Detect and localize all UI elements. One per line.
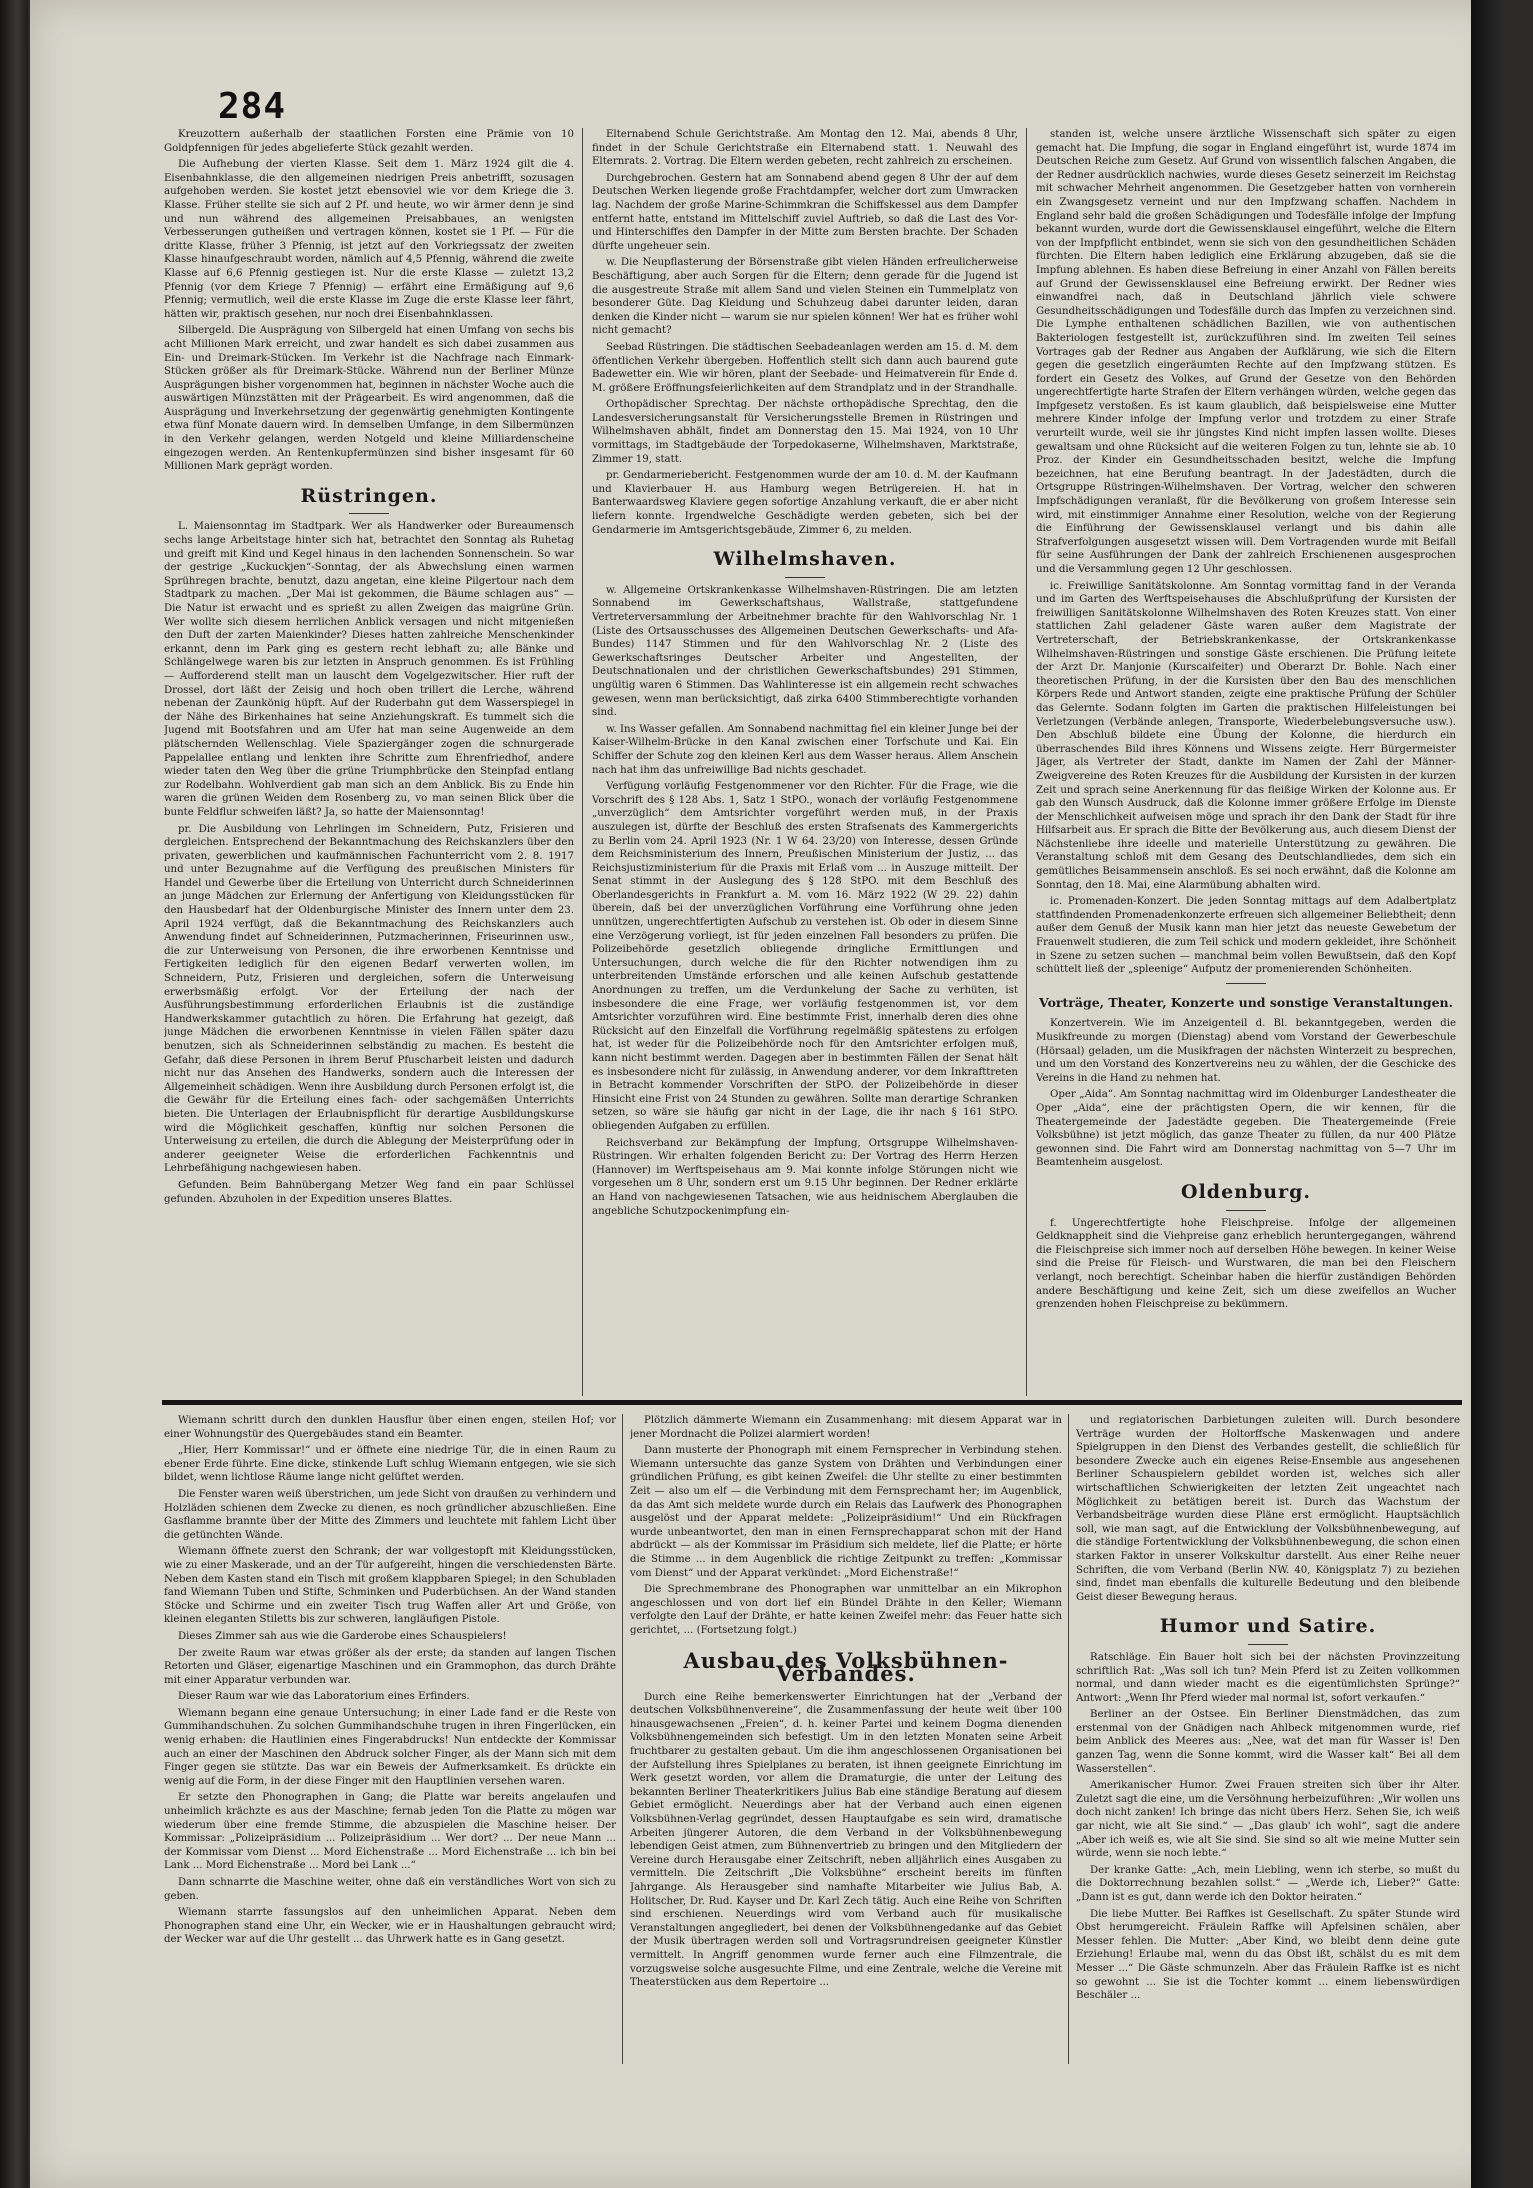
article-paragraph: Silbergeld. Die Ausprägung von Silbergeld hat einen Umfang von sechs bis acht Millionen Mark erreicht, und zwar handelt es sich dabei zusammen aus Ein- und Dreimark-Stücken. Im Verkehr ist die Nachfrage nach Einmark-Stücken größer als für Dreimark-Stücke. Während nun der Berliner Münze Ausprägungen bisher vorgenommen hat, beginnen in nächster Woche auch die auswärtigen Münzstätten mit der Prägearbeit. Es wird angenommen, daß die Ausprägung und Inverkehrsetzung der gegenwärtig genehmigten Kontingente etwa fünf Monate dauern wird. In demselben Umfange, in dem Silbermünzen in den Verkehr gelangen, werden Notgeld und kleine Milliardenscheine eingezogen werden. An Rentenkupfermünzen sind bisher insgesamt für 60 Millionen Mark geprägt worden. [164, 325, 574, 473]
article-paragraph: Amerikanischer Humor. Zwei Frauen streiten sich über ihr Alter. Zuletzt sagt die eine, um die Versöhnung herbeizuführen: „Wir wollen uns doch nicht zanken! Ich bringe das nicht übers Herz. Sehen Sie, ich weiß gar nicht, wie alt Sie sind.“ — „Das glaub' ich wohl“, sagt die andere „Aber ich weiß es, wie alt Sie sind. Sie sind so alt wie meine Mutter sein würde, wenn sie noch lebte.“ [1076, 1780, 1460, 1860]
book-binding [0, 0, 28, 2188]
heading-divider [1226, 983, 1266, 984]
heading-divider [1226, 1210, 1266, 1211]
column-bottom-middle [630, 1414, 1062, 2064]
article-paragraph: Die Sprechmembrane des Phonographen war unmittelbar an ein Mikrophon angeschlossen und von dort lief ein Bündel Drähte in den Keller; Wiemann verfolgte den Lauf der Drähte, er hatte keinen Zweifel mehr: das Feuer hatte sich gerichtet, ... (Fortsetzung folgt.) [630, 1584, 1062, 1636]
article-paragraph: Reichsverband zur Bekämpfung der Impfung, Ortsgruppe Wilhelmshaven-Rüstringen. Wir erhalten folgenden Bericht zu: Der Vortrag des Herrn Herzen (Hannover) im Werftspeisehaus am 9. Mai konnte infolge Störungen nicht wie vorgesehen um 8 Uhr, sondern erst um 9.15 Uhr beginnen. Der Redner erklärte an Hand von nachgewiesenen Tatsachen, wie aus heidnischem Aberglauben die angebliche Schutzpockenimpfung ein- [592, 1137, 1018, 1217]
top-middle-articles [592, 128, 1018, 537]
article-paragraph: f. Ungerechtfertigte hohe Fleischpreise. Infolge der allgemeinen Geldknappheit sind die Viehpreise ganz erheblich heruntergegangen, während die Fleischpreise sich immer noch auf derselben Höhe bewegen. In keiner Weise sind die Preise für Fleisch- und Wurstwaren, die man bei den Fleischern verlangt, noch berechtigt. Scheinbar haben die hierfür zuständigen Behörden andere Beschäftigung und keine Zeit, sich um diese zweifellos an Wucher grenzenden hohen Fleischpreise zu bekümmern. [1036, 1217, 1456, 1311]
article-heading-volksbuehne: Ausbau des Volksbühnen-Verbandes. [683, 1647, 1009, 1687]
feuilleton-divider [162, 1400, 1462, 1405]
column-top-left [164, 128, 574, 1393]
section-heading-wilhelmshaven: Wilhelmshaven. [713, 548, 897, 571]
article-paragraph: Elternabend Schule Gerichtstraße. Am Montag den 12. Mai, abends 8 Uhr, findet in der Schule Gerichtstraße ein Elternabend statt. 1. Neuwahl des Elternrats. 2. Vortrag. Die Eltern werden gebeten, recht zahlreich zu erscheinen. [592, 129, 1018, 168]
article-paragraph: Dann schnarrte die Maschine weiter, ohne daß ein verständliches Wort von sich zu geben. [164, 1877, 616, 1902]
article-paragraph: w. Allgemeine Ortskrankenkasse Wilhelmshaven-Rüstringen. Die am letzten Sonnabend im Gewerkschaftshaus, Wallstraße, stattgefundene Vertreterversammlung der Arbeitnehmer brachte für den Wahlvorschlag Nr. 1 (Liste des Ortsausschusses des Allgemeinen Deutschen Gewerkschafts- und Afa-Bundes) 1147 Stimmen und für den Wahlvorschlag Nr. 2 (Liste des Gewerkschaftsringes Deutscher Arbeiter und Angestellten, der Deutschnationalen und der christlichen Gewerkschaftsbundes) 291 Stimmen, ungültig waren 6 Stimmen. Das Wahlinteresse ist ein allgemein recht schwaches gewesen, wenn man berücksichtigt, daß zirka 6400 Stimmberechtigte vorhanden sind. [592, 584, 1018, 719]
article-paragraph: Die Aufhebung der vierten Klasse. Seit dem 1. März 1924 gilt die 4. Eisenbahnklasse, die den allgemeinen niedrigen Preis anbetrifft, sozusagen aufgehoben werden. Sie kostet jetzt ebensoviel wie vor dem Kriege die 3. Klasse. Früher stellte sie sich auf 2 Pf. und heute, wo wir ärmer denn je sind und nun während des allgemeinen Preisabbaues, an wenigsten Verbesserungen gutheißen und vertragen können, kostet sie 1 Pf. — Für die dritte Klasse, früher 3 Pfennig, ist jetzt auf den Vorkriegssatz der zweiten Klasse hinaufgeschraubt worden, nämlich auf 4,5 Pfennig, während die zweite Klasse auf 6,6 Pfennig gestiegen ist. Nur die erste Klasse — zuletzt 13,2 Pfennig (vor dem Kriege 7 Pfennig) — erfährt eine Ermäßigung auf 9,6 Pfennig; vermutlich, weil die erste Klasse im Zuge die erste Klasse leer fährt, hätten wir, praktisch gesehen, nur noch drei Eisenbahnklassen. [164, 159, 574, 320]
column-top-middle [592, 128, 1018, 1393]
top-middle-articles-2 [592, 584, 1018, 1218]
article-paragraph: Dann musterte der Phonograph mit einem Fernsprecher in Verbindung stehen. Wiemann untersuchte das ganze System von Drähten und Verbindungen einer gründlichen Prüfung, es gibt keinen Zweifel: die Uhr stellte zu einer bestimmten Zeit — also um elf — die Verbindung mit dem Fernsprechamt her; im Augenblick, da das Amt sich meldete wurde durch ein Relais das Laufwerk des Phonographen ausgelöst und der Apparat meldete: „Polizeipräsidium!“ Und ein Rückfragen wurde unbeantwortet, den man in einen Fernsprechapparat schon mit der Hand abdrückt — als der Kommissar im Präsidium sich meldete, lief die Platte; er hörte die Stimme ... in dem Augenblick die richtige Zeitpunkt zu treffen: „Kommissar vom Dienst“ und der Apparat verkündet: „Mord Eichenstraße!“ [630, 1445, 1062, 1579]
article-paragraph: ic. Freiwillige Sanitätskolonne. Am Sonntag vormittag fand in der Veranda und im Garten des Werftspeisehauses die Abschlußprüfung der Kursisten der freiwilligen Sanitätskolonne Wilhelmshaven des Roten Kreuzes statt. Von einer stattlichen Zahl geladener Gäste waren außer dem Magistrate der Vertreterschaft, der Betriebskrankenkasse, der Ortskrankenkasse Wilhelmshaven-Rüstringen und sonstige Gäste erschienen. Die Prüfung leitete der Arzt Dr. Manjonie (Kurscaifeiter) und Oberarzt Dr. Bohle. Nach einer theoretischen Prüfung, in der die Kursisten über den Bau des menschlichen Körpers Rede und Antwort standen, zeigte eine praktische Prüfung der Schüler das Gelernte. Sodann folgten im Garten die praktischen Hilfeleistungen bei Verletzungen (Verbände anlegen, Transporte, Wiederbelebungsversuche usw.). Den Abschluß bildete eine Übung der Kolonne, die hierdurch ein überraschendes Bild ihres Könnens und Wissens zeigte. Herr Bürgermeister Jäger, als Vertreter der Stadt, dankte im Namen der Zahl der Männer-Zweigvereine des Roten Kreuzes für die Ausbildung der Kursisten in der kurzen Zeit und sprach seine Anerkennung für das fleißige Wirken der Kolonne aus. Er gab den Wunsch Ausdruck, daß die Kolonne immer größere Erfolge im Dienste der Menschlichkeit aufweisen möge und sprach ihr den Dank der Stadt für ihre Hilfsarbeit aus. Er sprach die Bitte der Bevölkerung aus, auch diesem Dienst der Nächstenliebe ihre ideelle und materielle Unterstützung zu gewähren. Die Veranstaltung schloß mit dem Gesang des Deutschlandliedes, dem sich ein gemütliches Beisammensein anschloß. Es sei noch erwähnt, daß die Kolonne am Sonntag, den 18. Mai, eine Alarmübung abhalten wird. [1036, 580, 1456, 891]
article-paragraph: Er setzte den Phonographen in Gang; die Platte war bereits angelaufen und unheimlich krächzte es aus der Maschine; fernab jeden Ton die Platte zu mögen war wiederum über eine fremde Stimme, die abzuspielen die Maschine heiser. Der Kommissar: „Polizeipräsidium ... Polizeipräsidium ... Wer dort? ... Der neue Mann ... der Kommissar vom Dienst ... Mord Eichenstraße ... Mord Eichenstraße ... ich bin bei Lank ... Mord Eichenstraße ... Mord bei Lank ...“ [164, 1792, 616, 1872]
heading-divider [349, 513, 389, 514]
column-divider [1026, 128, 1027, 1396]
top-right-articles-3 [1036, 1217, 1456, 1312]
section-heading-oldenburg: Oldenburg. [1181, 1180, 1311, 1203]
article-paragraph: Durchgebrochen. Gestern hat am Sonnabend abend gegen 8 Uhr der auf dem Deutschen Werken liegende große Frachtdampfer, welcher dort zum Umwracken lag. Nachdem der große Marine-Schimmkran die Schiffskessel aus dem Dampfer entfernt hatte, entstand im Mittelschiff zuviel Auftrieb, so daß die Last des Vor- und Hinterschiffes den Dampfer in der Mitte zum Bersten brachte. Der Schaden dürfte ungeheuer sein. [592, 172, 1018, 252]
article-paragraph: pr. Die Ausbildung von Lehrlingen im Schneidern, Putz, Frisieren und dergleichen. Entsprechend der Bekanntmachung des Reichskanzlers über den privaten, gewerblichen und kaufmännischen Fachunterricht vom 2. 8. 1917 und unter Bezugnahme auf die Verfügung des preußischen Ministers für Handel und Gewerbe über die Erteilung von Unterricht durch Schneiderinnen an junge Mädchen zur Erlernung der Anfertigung von Kleidungsstücken für den Hausbedarf hat der Oldenburgische Minister des Innern unter dem 23. April 1924 verfügt, daß die Bekanntmachung des Reichskanzlers auch Anwendung findet auf Schneiderinnen, Putzmacherinnen, Friseurinnen usw., die zur Unterweisung von Personen, die ihre erworbenen Kenntnisse und Fertigkeiten lediglich für den eigenen Bedarf verwerten wollen, im Schneidern, Putz, Frisieren und dergleichen, sofern die Unterweisung erwerbsmäßig erfolgt. Vor der Erteilung der nach der Ausführungsbestimmung erforderlichen Erlaubnis ist die zuständige Handwerkskammer gutachtlich zu hören. Die Erfahrung hat gezeigt, daß junge Mädchen die erworbenen Kenntnisse in vielen Fällen später dazu benutzen, sich als Schneiderinnen selbständig zu machen. Es besteht die Gefahr, daß diese Personen in ihrem Beruf Pfuscharbeit leisten und dadurch nicht nur das Ansehen des Handwerks, sondern auch die Interessen der Allgemeinheit schädigen. Wenn ihre Ausbildung durch Personen erfolgt ist, die die Gewähr für die Erteilung eines fach- oder sachgemäßen Unterrichts bieten. Die Unterlagen der Erlaubnispflicht für derartige Ausbildungskurse wird die Möglichkeit geschaffen, künftig nur solchen Personen die Unterweisung zu erteilen, die durch die Ablegung der Meisterprüfung oder in anderer geeigneter Weise die erforderlichen Fachkenntnis und Lehrbefähigung nachgewiesen haben. [164, 823, 574, 1175]
article-paragraph: Der kranke Gatte: „Ach, mein Liebling, wenn ich sterbe, so mußt du die Doktorrechnung bezahlen sollst.“ — „Werde ich, Lieber?“ Gatte: „Dann ist es gut, dann werde ich den Doktor heiraten.“ [1076, 1864, 1460, 1903]
article-paragraph: pr. Gendarmeriebericht. Festgenommen wurde der am 10. d. M. der Kaufmann und Klavierbauer H. aus Hamburg wegen Betrügereien. H. hat in Banterwaardsweg Klaviere gegen sofortige Anzahlung verkauft, die er aber nicht liefern konnte. Irgendwelche Geschädigte werden gebeten, sich bei der Gendarmerie im Amtsgerichtsgebäude, Zimmer 6, zu melden. [592, 470, 1018, 536]
article-paragraph: Durch eine Reihe bemerkenswerter Einrichtungen hat der „Verband der deutschen Volksbühnenvereine“, die Zusammenfassung der heute weit über 100 hinausgewachsenen „Freien“, d. h. keiner Partei und keinem Dogma dienenden Volksbühnengemeinden sich befestigt. Um in den letzten Monaten seine Arbeit fruchtbarer zu gestalten gebaut. Um die ihm angeschlossenen Organisationen bei der Aufstellung ihres Spielplanes zu beraten, ist ihnen geeignete Einrichtung im Werk gesetzt worden, vor allem die Dramaturgie, die unter der Leitung des bekannten Berliner Theaterkritikers Julius Bab eine ständige Beratung auf diesem Gebiet ermöglicht. Neuerdings aber hat der Verband auch einen eigenen Volksbühnen-Verlag gegründet, dessen Hauptaufgabe es sein wird, dramatische Arbeiten jüngerer Autoren, die dem Verband in der Volksbühnenbewegung lebendigen Geist atmen, zum Bühnenvertrieb zu bringen und den Mitgliedern der Vereine durch Herausgabe einer Zeitschrift, neben alljährlich eines Ausgaben zu vermitteln. Die Zeitschrift „Die Volksbühne“ erscheint bereits im fünften Jahrgange. Als Herausgeber sind namhafte Mitarbeiter wie Julius Bab, A. Holitscher, Dr. Rud. Kayser und Dr. Karl Zech tätig. Auch eine Reihe von Schriften sind erschienen. Neuerdings wird vom Verband auch für musikalische Veranstaltungen angegliedert, bei denen der Volksbühnengedanke auf das Gebiet der Musik übertragen werden soll und Vortragsrundreisen geeigneter Künstler vermittelt. In Angriff genommen wurde ferner auch eine Filmzentrale, die vorzugsweise solche ausgesuchte Filme, und eine Zentrale, welche die Vereine mit Theaterstücken aus dem Repertoire ... [630, 1691, 1062, 1989]
article-paragraph: Wiemann starrte fassungslos auf den unheimlichen Apparat. Neben dem Phonographen stand eine Uhr, ein Wecker, wie er in Haushaltungen gebraucht wird; der Wecker war auf die Uhr gestellt ... das Uhrwerk hatte es in Gang gesetzt. [164, 1907, 616, 1946]
article-paragraph: L. Maiensonntag im Stadtpark. Wer als Handwerker oder Bureaumensch sechs lange Arbeitstage hinter sich hat, betrachtet den Sonntag als Ruhetag und greift mit Kind und Kegel hinaus in den lachenden Sonnenschein. So war der gestrige „Kuckuckjen“-Sonntag, der als Abwechslung einen warmen Sprühregen brachte, benutzt, dazu angetan, eine kleine Pilgertour nach dem Stadtpark zu machen. „Der Mai ist gekommen, die Bäume schlagen aus“ — Die Natur ist erwacht und es sprießt zu allen Zweigen das maigrüne Grün. Wer wollte sich diesem herrlichen Anblick versagen und nicht mitgenießen den Duft der zarten Maienkinder? Dieses hatten zahlreiche Menschenkinder erkannt, denn im Park ging es gestern recht lebhaft zu; alle Bänke und Schlängelwege waren bis zur letzten in Anspruch genommen. Es ist Frühling — Aufforderend stellt man un lauscht dem Vogelgezwitscher. Hier ruft der Drossel, dort läßt der Zeisig und hoch oben trillert die Lerche, während nebenan der Zaunkönig hüpft. Auf der Ruderbahn gut dem Wasserspiegel in der Nähe des Birkenhaines hat seine Anziehungskraft. Es tummelt sich die Jugend mit Bootsfahren und am Ufer hat man seine Augenweide an dem plätschernden Wellenschlag. Viele Spaziergänger zogen die schnurgerade Pappelallee entlang und lenkten ihre Schritte zum Ehrenfriedhof, andere wieder taten den Weg über die grüne Triumphbrücke den Steinpfad entlang zur Rodelbahn. Wohlverdient gab man sich an dem Anblick. Bis zu Ende hin waren die grünen Weiden dem Rosenberg zu, vo man seinen Blick über die bunte Feldflur schweifen läßt? Ja, so hatte der Maiensonntag! [164, 521, 574, 818]
heading-divider [785, 577, 825, 578]
article-paragraph: Wiemann begann eine genaue Untersuchung; in einer Lade fand er die Reste von Gummihandschuhen. Zu solchen Gummihandschuhe trugen in ihren Fingerlücken, ein wenig erhaben: die Hautlinien eines Fingerabdrucks! Nun entdeckte der Kommissar auch an einer der Maschinen den Abdruck solcher Finger, als der Mann sich mit dem Finger gegen sie stützte. Das war ein Beweis der Aufmerksamkeit. Es drückte ein wenig auf die Form, in der diese Finger mit den Hauptlinien versehen waren. [164, 1707, 616, 1787]
top-right-articles-2 [1036, 1017, 1456, 1170]
article-paragraph: Gefunden. Beim Bahnübergang Metzer Weg fand ein paar Schlüssel gefunden. Abzuholen in der Expedition unseres Blattes. [164, 1179, 574, 1205]
volksbuehne-article-end [1076, 1414, 1460, 1604]
column-bottom-left [164, 1414, 616, 2064]
article-paragraph: Die liebe Mutter. Bei Raffkes ist Gesellschaft. Zu später Stunde wird Obst herumgereicht. Fräulein Raffke will Apfelsinen schälen, aber Messer fehlen. Die Mutter: „Aber Kind, wo bleibt denn deine gute Erziehung! Erlaube mal, wenn du das Obst ißt, schälst du es mit dem Messer ...“ Die Gäste schmunzeln. Aber das Fräulein Raffke ist es nicht so gewohnt ... Sie ist die Tochter kommt ... einem liebenswürdigen Beschäler ... [1076, 1908, 1460, 2002]
article-paragraph: „Hier, Herr Kommissar!“ und er öffnete eine niedrige Tür, die in einen Raum zu ebener Erde führte. Eine dicke, stinkende Luft schlug Wiemann entgegen, wie sie sich bildet, wenn lichtlose Räume lange nicht gelüftet werden. [164, 1445, 616, 1484]
article-paragraph: Dieses Zimmer sah aus wie die Garderobe eines Schauspielers! [178, 1630, 507, 1642]
serial-novel-continuation [630, 1414, 1062, 1638]
article-paragraph: und regiatorischen Darbietungen zuleiten will. Durch besondere Verträge wurden der Holtorffsche Maskenwagen und andere Spielgruppen in den Dienst des Verbandes gestellt, die schließlich für besondere Zwecke auch ein eigenes Reise-Ensemble aus angesehenen Berliner Schauspielern gebildet worden ist, welches sich aller wirtschaftlichen Schwierigkeiten der letzten Zeit ungeachtet nach Möglichkeit zu betätigen bereit ist. Durch das Wachstum der Verbandsbeiträge wurden diese Pläne erst ermöglicht. Hauptsächlich soll, wie man sagt, auf die Entwicklung der Volksbühnenbewegung, auf die ständige Fortentwicklung der Volksbühnenbewegung, die schon einen starken Faktor in unserer Volkskultur darstellt. Aus einer Reihe neuer Schriften, die vom Verband (Berlin NW. 40, Königsplatz 7) zu beziehen sind, findet man ebenfalls die kulturelle Bedeutung und den bleibende Geist dieser Bewegung heraus. [1076, 1415, 1460, 1603]
article-paragraph: Konzertverein. Wie im Anzeigenteil d. Bl. bekanntgegeben, werden die Musikfreunde zu morgen (Dienstag) abend vom Vorstand der Gewerbeschule (Hörsaal) geladen, um die Musikfragen der nächsten Winterzeit zu besprechen, und um den Vorstand des Konzertvereins neu zu wählen, der die Geschicke des Vereins in die Hand zu nehmen hat. [1036, 1018, 1456, 1084]
article-paragraph: Kreuzottern außerhalb der staatlichen Forsten eine Prämie von 10 Goldpfennigen für jedes abgelieferte Stück gezahlt werden. [164, 129, 574, 154]
article-paragraph: Berliner an der Ostsee. Ein Berliner Dienstmädchen, das zum erstenmal von der Gnädigen nach Ahlbeck mitgenommen wurde, rief beim Anblick des Meeres aus: „Nee, wat det man für Wasser is! Den ganzen Tag, wenn die Sonne kommt, wird die Wasser kalt“ Bei all dem Wasserstellen“. [1076, 1709, 1460, 1775]
section-heading-ruestringen: Rüstringen. [300, 484, 438, 507]
article-paragraph: Wiemann schritt durch den dunklen Hausflur über einen engen, steilen Hof; vor einer Wohnungstür des Quergebäudes stand ein Beamter. [164, 1415, 616, 1440]
column-divider [1068, 1414, 1069, 2064]
top-right-articles [1036, 128, 1456, 977]
article-paragraph: w. Ins Wasser gefallen. Am Sonnabend nachmittag fiel ein kleiner Junge bei der Kaiser-Wilhelm-Brücke in den Kanal zwischen einer Torfschute und Kai. Ein Schiffer der Schute zog den kleinen Kerl aus dem Wasser heraus. Allem Anschein nach hat ihm das unfreiwillige Bad nichts geschadet. [592, 723, 1018, 776]
article-paragraph: Wiemann öffnete zuerst den Schrank; der war vollgestopft mit Kleidungsstücken, wie zu einer Maskerade, und an der Tür aufgereiht, hingen die verschiedensten Bärte. Neben dem Kasten stand ein Tisch mit großem klappbaren Spiegel; in den Schubladen fand Wiemann Tuben und Stifte, Schminken und Puderbüchsen. An der Wand standen Stöcke und Schirme und ein zweiter Tisch trug Waffen aller Art und Größe, von kleinen eleganten Stiletts bis zur schweren, langläufigen Pistole. [164, 1546, 616, 1626]
article-paragraph: w. Die Neupflasterung der Börsenstraße gibt vielen Händen erfreulicherweise Beschäftigung, aber auch Sorgen für die Eltern; denn gerade für die Jugend ist die ausgestreute Straße mit allem Sand und vielen Steinen ein Tummelplatz von besonderer Güte. Dag Kleidung und Schuhzeug dabei darunter leiden, daran denken die Kinder nicht — warum sie nur spielen können! Wer hat es früher wohl nicht gemacht? [592, 257, 1018, 337]
column-divider [582, 128, 583, 1396]
humor-items [1076, 1651, 1460, 2003]
article-paragraph: Orthopädischer Sprechtag. Der nächste orthopädische Sprechtag, den die Landesversicherungsanstalt für Versicherungsstelle Bremen in Rüstringen und Wilhelmshaven abhält, findet am Donnerstag den 15. Mai 1924, von 10 Uhr vormittags, im Stadtgebäude der Torpedokaserne, Wilhelmshaven, Marktstraße, Zimmer 19, statt. [592, 399, 1018, 465]
section-heading-events: Vorträge, Theater, Konzerte und sonstige Veranstaltungen. [1039, 994, 1453, 1010]
serial-novel-text [164, 1414, 616, 1947]
top-left-articles [164, 128, 574, 474]
article-paragraph: Verfügung vorläufig Festgenommener vor den Richter. Für die Frage, wie die Vorschrift des § 128 Abs. 1, Satz 1 StPO., wonach der vorläufig Festgenommene „unverzüglich“ dem Amtsrichter vorgeführt werden muß, in der Praxis auszulegen ist, dürfte der Beschluß des ersten Strafsenats des Kammergerichts zu Berlin vom 24. April 1923 (Nr. 1 W 64. 23/20) von Interesse, dessen Gründe dem Reichsministerium des Innern, Preußischen Ministerium der Justiz, ... das Reichsjustizministerium für die Praxis mit Erlaß vom ... in Auszuge mitteilt. Der Senat stimmt in der Auslegung des § 128 StPO. mit dem Beschluß des Oberlandesgerichts in Frankfurt a. M. vom 16. März 1922 (W 29. 22) dahin überein, daß bei der unverzüglichen Vorführung eine Vorführung ohne jeden unnützen, ungerechtfertigten Aufschub zu verstehen ist. Ob oder in diesem Sinne eine Verzögerung vorliegt, ist für jeden einzelnen Fall besonders zu prüfen. Die Polizeibehörde gesetzlich obliegende dringliche Ermittlungen und Untersuchungen, durch welche die für den Richter notwendigen ihm zu unterbreitenden Umstände erforschen und alle keinen Aufschub gestattende Anordnungen zu treffen, um die Verdunkelung der Sache zu verhüten, ist insbesondere die eine Frage, wer vorläufig festgenommen ist, vor dem Amtsrichter vorzuführen wird. Eine bestimmte Frist, innerhalb deren dies ohne Rücksicht auf den Einzelfall die Vorführung regelmäßig spätestens zu erfolgen hat, ist weder für die Polizeibehörde noch für den Amtsrichter erfolgen muß, kann nicht bestimmt werden. Dagegen aber in bestimmten Fällen der Senat hält es insbesondere nicht für zulässig, in Anwendung anderer, vor dem Inkrafttreten in Betracht kommender Vorschriften der StPO. der Polizeibehörde in dieser Hinsicht eine Frist von 24 Stunden zu gewähren. Sollte man derartige Schranken setzen, so wäre sie häufig gar nicht in der Lage, die ihr nach § 161 StPO. obliegenden Aufgaben zu erfüllen. [592, 781, 1018, 1132]
article-paragraph: ic. Promenaden-Konzert. Die jeden Sonntag mittags auf dem Adalbertplatz stattfindenden Promenadenkonzerte erfreuen sich allgemeiner Beliebtheit; denn außer dem Genuß der Musik kann man hier jetzt das neueste Gewebetum der Frauenwelt studieren, die zum Teil schick und modern gekleidet, ihre Schönheit in Szene zu setzen suchen — manchmal beim vollen Bewußtsein, daß den Kopf schüttelt ließ der „spleenige“ Aufputz der promenierenden Schönheiten. [1036, 896, 1456, 976]
section-heading-humor: Humor und Satire. [1159, 1615, 1377, 1638]
article-paragraph: standen ist, welche unsere ärztliche Wissenschaft sich später zu eigen gemacht hat. Die Impfung, die sogar in England eingeführt ist, wurde 1874 im Deutschen Reiche zum Gesetz. Auf Grund von wissentlich falschen Angaben, die der Redner ausdrücklich nachwies, wurde dieses Gesetz seinerzeit im Reichstag mit schwacher Mehrheit angenommen. Die Gesetzgeber hatten von vornherein ein Zwangsgesetz verneint und nur den Impfzwang schaffen. Nachdem in England sehr bald die großen Schädigungen und Todesfälle infolge der Impfung bekannt wurden, wurde dort die Gewissensklausel eingeführt, welche die Eltern von der Impfpflicht entbindet, wenn sie sich von den gesundheitlichen Schäden fürchten. Die Eltern haben lediglich eine Erklärung abzugeben, daß sie die Impfung ablehnen. Es haben diese Befreiung in einer Anzahl von Fällen bereits auf Grund der Gewissensklausel eine Befreiung erwirkt. Der Redner wies einwandfrei nach, daß in Deutschland jährlich viele schwere Gesundheitsschädigungen und Todesfälle durch das Impfen zu verzeichnen sind. Die Lymphe enthaltenen schädlichen Bazillen, wie von authentischen Bakteriologen festgestellt ist, zurückzuführen sind. Im zweiten Teil seines Vortrages gab der Redner aus Angaben der Aufklärung, wie sich die Eltern gegen die gesetzlich eingeräumten Rechte auf den Impfzwang stützen. Es fordert ein Gesetz des Volkes, auf Grund der Gesetze von den Behörden ungerechtfertigte harte Strafen der Eltern verhängen würden, welche gegen das Impfgesetz verstoßen. Es ist kaum glaublich, daß beispielsweise eine Mutter mehrere Kinder infolge der Impfung verlor und trotzdem zu einer Strafe verurteilt wurde, weil sie ihr jüngstes Kind nicht impfen lassen wollte. Dieses gewaltsam und ohne Rücksicht auf die weiteren Folgen zu tun, lehnte sie ab. 10 Proz. der Kinder ein Gesundheitsschaden besitzt, welche die Impfung bezeichnen, hat eine Berufung beantragt. In der Jadestädten, durch die Ortsgruppe Rüstringen-Wilhelmshaven. Der Vortrag, welcher den schweren Impfschädigungen veranlaßt, für die Bevölkerung von großem Interesse sein wird, mit einstimmiger Annahme einer Resolution, welche von der Regierung die Einführung der Gewissensklausel verlangt und bis dahin alle Strafverfolgungen ausgesetzt wissen will. Dem Vortragenden wurde mit Beifall für seine Ausführungen der Dank der zahlreich Erschienenen ausgesprochen und die Versammlung gegen 12 Uhr geschlossen. [1036, 129, 1456, 575]
article-paragraph: Oper „Aida“. Am Sonntag nachmittag wird im Oldenburger Landestheater die Oper „Aida“, eine der prächtigsten Opern, die wir kennen, für die Theatergemeinde der Jadestädte gegeben. Die Theatergemeinde (Freie Volksbühne) ist jetzt möglich, das ganze Theater zu füllen, da nur 400 Plätze gewonnen sind. Die Fahrt wird am Donnerstag nachmittag von 5—7 Uhr im Beamtenheim ausgelost. [1036, 1089, 1456, 1169]
article-paragraph: Ratschläge. Ein Bauer holt sich bei der nächsten Provinzzeitung schriftlich Rat: „Was soll ich tun? Mein Pferd ist zu Zeiten vollkommen normal, und dann wieder macht es die eigentümlichsten Sprünge?“ Antwort: „Wenn Ihr Pferd wieder mal normal ist, sofort verkaufen.“ [1076, 1651, 1460, 1704]
column-bottom-right [1076, 1414, 1460, 2064]
article-paragraph: Seebad Rüstringen. Die städtischen Seebadeanlagen werden am 15. d. M. dem öffentlichen Verkehr übergeben. Hoffentlich stellt sich dann auch baurend gute Badewetter ein. Wie wir hören, plant der Seebade- und Heimatverein für Ende d. M. größere Eröffnungsfeierlichkeiten auf dem Strandplatz und in der Strandhalle. [592, 341, 1018, 394]
column-divider [622, 1414, 623, 2064]
page-edge [1471, 0, 1502, 2188]
article-paragraph: Dieser Raum war wie das Laboratorium eines Erfinders. [178, 1691, 470, 1703]
article-paragraph: Die Fenster waren weiß überstrichen, um jede Sicht von draußen zu verhindern und Holzläden schienen dem Zwecke zu dienen, es noch gründlicher abzuschließen. Eine Gasflamme brannte über der Mitte des Zimmers und leuchtete mit fahlem Licht über die getünchten Wände. [164, 1488, 616, 1541]
top-left-articles-2 [164, 520, 574, 1206]
article-paragraph: Der zweite Raum war etwas größer als der erste; da standen auf langen Tischen Retorten und Gläser, eigenartige Maschinen und ein Grammophon, das durch Drähte mit einer Apparatur verbunden war. [164, 1647, 616, 1686]
column-top-right [1036, 128, 1456, 1393]
newspaper-page [30, 0, 1502, 2188]
article-paragraph: Plötzlich dämmerte Wiemann ein Zusammenhang: mit diesem Apparat war in jener Mordnacht die Polizei alarmiert worden! [630, 1415, 1062, 1440]
page-number: 284 [218, 86, 287, 127]
heading-divider [1248, 1644, 1288, 1645]
volksbuehne-article [630, 1691, 1062, 1990]
